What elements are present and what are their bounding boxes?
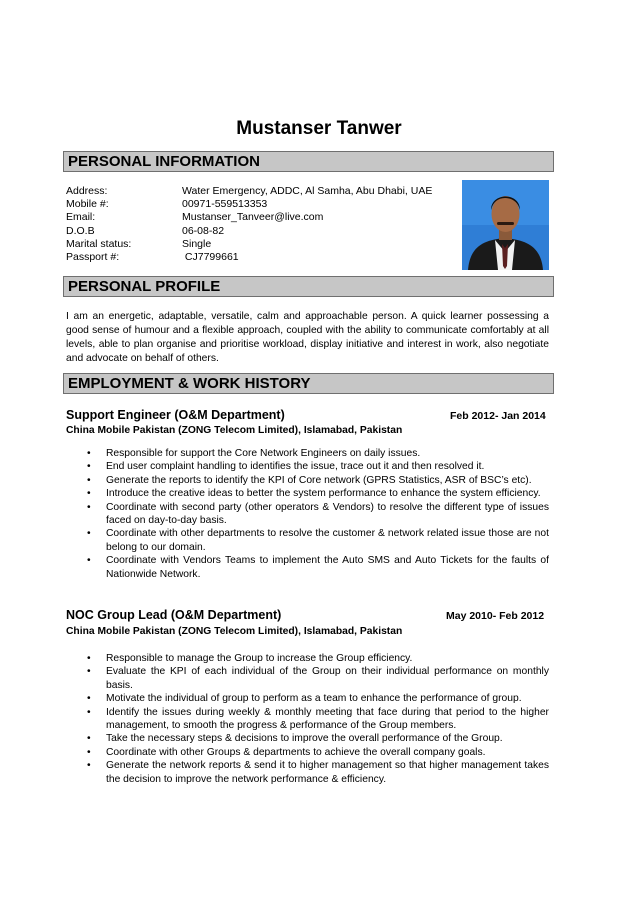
info-row-email <box>66 211 432 224</box>
info-row-address <box>66 185 432 198</box>
info-label: Passport #: <box>66 251 120 264</box>
job-company: China Mobile Pakistan (ZONG Telecom Limited), Islamabad, Pakistan <box>66 626 403 637</box>
info-value: 06-08-82 <box>182 224 225 237</box>
bullet-icon: • <box>87 501 91 513</box>
list-item: • Evaluate the KPI of each individual of the Group on their individual performance on monthly basis. <box>87 666 549 691</box>
list-item: • End user complaint handling to identifies the issue, trace out it and then resolved it. <box>87 461 485 473</box>
bullet-icon: • <box>87 555 91 567</box>
info-label: Marital status: <box>66 237 132 250</box>
list-item: • Introduce the creative ideas to better the system performance to enhance the system efficiency. <box>87 488 541 500</box>
info-label: Address: <box>66 185 108 197</box>
info-value: Water Emergency, ADDC, Al Samha, Abu Dhabi, UAE <box>182 185 433 197</box>
bullet-icon: • <box>87 461 91 473</box>
job-title: Support Engineer (O&M Department) <box>66 408 285 422</box>
info-row-marital-status <box>66 238 432 251</box>
bullet-icon: • <box>87 706 91 718</box>
bullet-icon: • <box>87 528 91 540</box>
info-row-passport <box>66 251 432 264</box>
job-dates: Feb 2012- Jan 2014 <box>450 410 546 422</box>
list-item: • Motivate the individual of group to perform as a team to enhance the performance of group. <box>87 693 522 705</box>
list-item: • Coordinate with Vendors Teams to implement the Auto SMS and Auto Tickets for the faults of Nationwide Network. <box>87 555 549 580</box>
bullet-icon: • <box>87 448 91 459</box>
job-company: China Mobile Pakistan (ZONG Telecom Limited), Islamabad, Pakistan <box>66 425 403 436</box>
list-item: • Responsible to manage the Group to increase the Group efficiency. <box>87 653 413 664</box>
list-item: • Coordinate with other departments to resolve the customer & network related issue those are not belong to our domain. <box>87 528 549 553</box>
info-label: Mobile #: <box>66 198 109 211</box>
bullet-icon: • <box>87 693 91 705</box>
section-header-employment: EMPLOYMENT & WORK HISTORY <box>63 373 554 394</box>
info-label: D.O.B <box>66 224 95 237</box>
bullet-icon: • <box>87 653 91 664</box>
section-header-personal-profile: PERSONAL PROFILE <box>63 276 554 297</box>
list-item: • Coordinate with second party (other operators & Vendors) to resolve the different type of issues faced on day-to-day basis. <box>87 501 549 527</box>
bullet-icon: • <box>87 488 91 500</box>
info-row-mobile <box>66 198 432 211</box>
candidate-name: Mustanser Tanwer <box>236 118 402 139</box>
bullet-icon: • <box>87 474 91 486</box>
bullet-icon: • <box>87 666 91 678</box>
list-item: • Coordinate with other Groups & departments to achieve the overall company goals. <box>87 746 486 758</box>
job-1-responsibilities <box>66 447 549 581</box>
list-item: • Generate the reports to identify the KPI of Core network (GPRS Statistics, ASR of BSC’s etc). <box>87 474 532 486</box>
job-2-responsibilities <box>66 652 549 786</box>
profile-paragraph: I am an energetic, adaptable, versatile, calm and approachable person. A quick learner possessing a good sense of humour and a flexible approach, coupled with the ability to communicate comfortably at all levels, able to plan organise and prioritise workload, display initiative and interest in work, also negotiate and advocate on behalf of others. <box>66 311 549 364</box>
bullet-icon: • <box>87 733 91 745</box>
info-value: 00971-559513353 <box>182 198 268 211</box>
job-dates: May 2010- Feb 2012 <box>446 610 545 622</box>
list-item: • Identify the issues during weekly & monthly meeting that face during that period to the higher management, to smooth the progress & performance of the Group members. <box>87 706 549 732</box>
bullet-icon: • <box>87 746 91 758</box>
bullet-icon: • <box>87 760 91 772</box>
list-item: • Take the necessary steps & decisions to improve the overall performance of the Group. <box>87 733 503 745</box>
info-label: Email: <box>66 211 96 224</box>
personal-info-list <box>66 185 432 264</box>
profile-photo <box>462 180 549 270</box>
list-item: • Responsible for support the Core Network Engineers on daily issues. <box>87 448 421 459</box>
info-row-dob <box>66 225 432 238</box>
info-value: CJ7799661 <box>182 251 239 264</box>
info-value: Mustanser_Tanveer@live.com <box>182 211 324 224</box>
list-item: • Generate the network reports & send it to higher management so that higher management takes the decision to improve the network performance & efficiency. <box>87 760 549 785</box>
section-header-personal-information: PERSONAL INFORMATION <box>63 151 554 172</box>
job-title: NOC Group Lead (O&M Department) <box>66 608 282 622</box>
info-value: Single <box>182 237 212 250</box>
